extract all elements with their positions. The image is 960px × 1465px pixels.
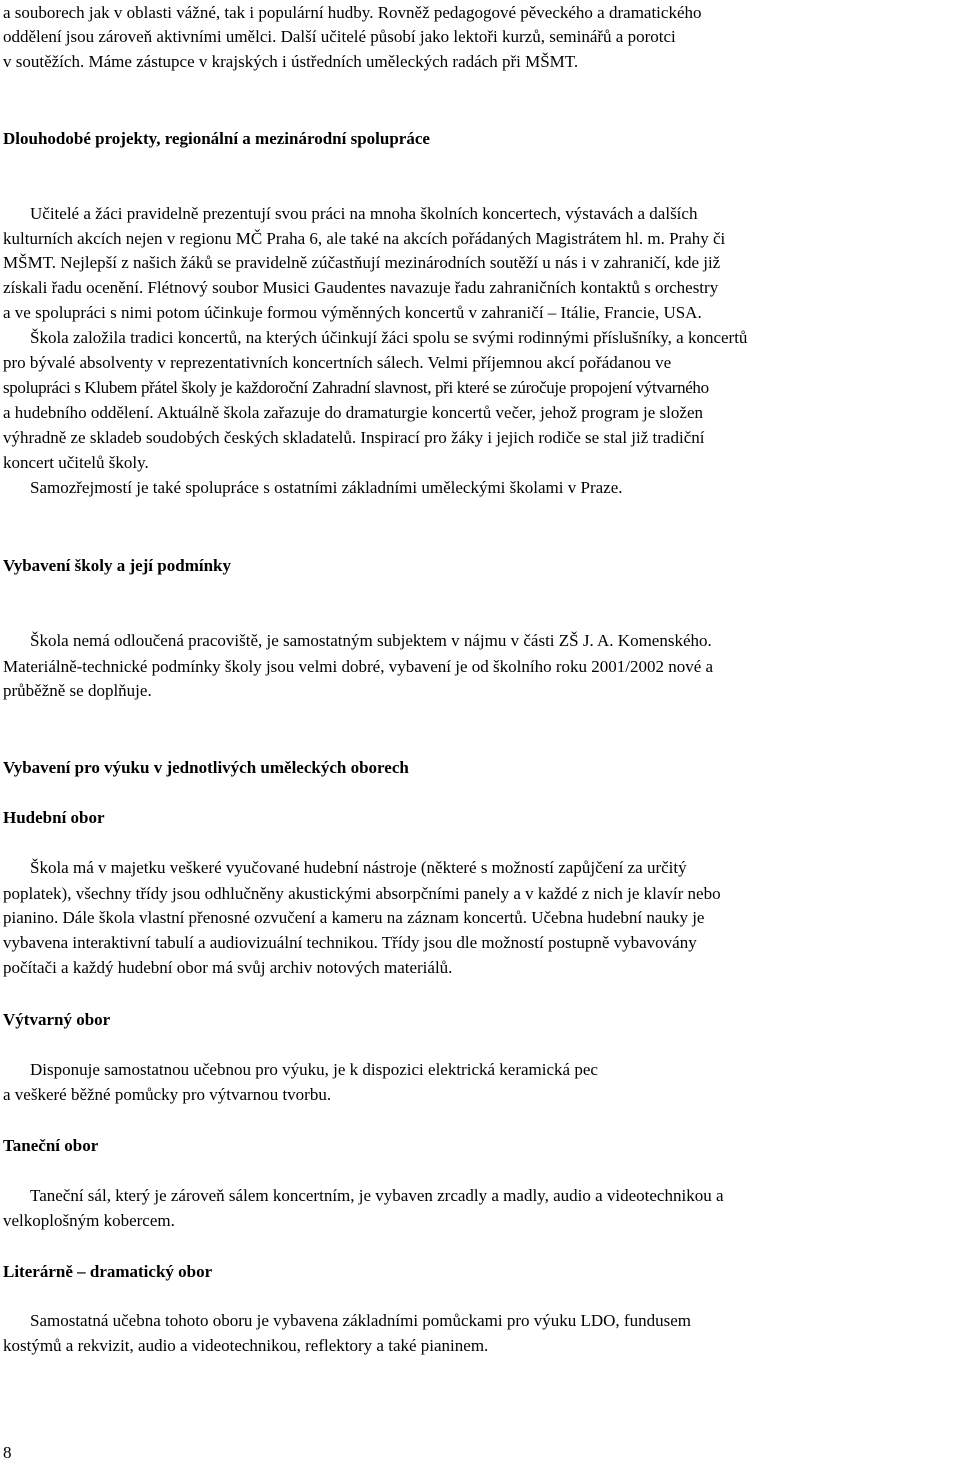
text-line: v soutěžích. Máme zástupce v krajských i ústředních uměleckých radách při MŠMT. xyxy=(3,52,579,71)
subsection-heading-art: Výtvarný obor xyxy=(3,1010,111,1029)
page-number: 8 xyxy=(3,1443,12,1462)
text-line: MŠMT. Nejlepší z našich žáků se pravidelně zúčastňují mezinárodních soutěží u nás i v zahraničí, kde již xyxy=(3,253,721,272)
text-line: a souborech jak v oblasti vážné, tak i populární hudby. Rovněž pedagogové pěveckého a dramatického xyxy=(3,3,702,22)
text-line: pianino. Dále škola vlastní přenosné ozvučení a kameru na záznam koncertů. Učebna hudební nauky je xyxy=(3,908,705,927)
subsection-heading-music: Hudební obor xyxy=(3,808,105,827)
text-line: výhradně ze skladeb soudobých českých skladatelů. Inspirací pro žáky i jejich rodiče se stal již tradiční xyxy=(3,428,705,447)
text-line: spolupráci s Klubem přátel školy je každoroční Zahradní slavnost, při které se zúročuje propojení výtvarného xyxy=(3,378,709,397)
text-line: vybavena interaktivní tabulí a audiovizuální technikou. Třídy jsou dle možností postupně vybavovány xyxy=(3,933,697,952)
text-line: a ve spolupráci s nimi potom účinkuje formou výměnných koncertů v zahraničí – Itálie, Francie, USA. xyxy=(3,303,702,322)
section-heading: Vybavení školy a její podmínky xyxy=(3,556,231,575)
text-line: průběžně se doplňuje. xyxy=(3,681,152,700)
text-line: kulturních akcích nejen v regionu MČ Praha 6, ale také na akcích pořádaných Magistrátem hl. m. Prahy či xyxy=(3,229,726,248)
text-line: koncert učitelů školy. xyxy=(3,453,149,472)
text-line: a veškeré běžné pomůcky pro výtvarnou tvorbu. xyxy=(3,1085,332,1104)
text-line: Taneční sál, který je zároveň sálem koncertním, je vybaven zrcadly a madly, audio a videotechnikou a xyxy=(30,1186,724,1205)
text-line: Disponuje samostatnou učebnou pro výuku, je k dispozici elektrická keramická pec xyxy=(30,1060,598,1079)
text-line: oddělení jsou zároveň aktivními umělci. Další učitelé působí jako lektoři kurzů, seminářů a porotci xyxy=(3,27,676,46)
text-line: velkoplošným kobercem. xyxy=(3,1211,175,1230)
section-heading: Vybavení pro výuku v jednotlivých uměleckých oborech xyxy=(3,758,409,777)
text-line: poplatek), všechny třídy jsou odhlučněny akustickými absorpčními panely a v každé z nich je klavír nebo xyxy=(3,884,721,903)
subsection-heading-drama: Literárně – dramatický obor xyxy=(3,1262,213,1281)
text-line: získali řadu ocenění. Flétnový soubor Musici Gaudentes navazuje řadu zahraničních kontaktů s orchestry xyxy=(3,278,719,297)
text-line: Škola nemá odloučená pracoviště, je samostatným subjektem v nájmu v části ZŠ J. A. Komenského. xyxy=(30,631,712,650)
text-line: kostýmů a rekvizit, audio a videotechnikou, reflektory a také pianinem. xyxy=(3,1336,489,1355)
text-line: Škola má v majetku veškeré vyučované hudební nástroje (některé s možností zapůjčení za určitý xyxy=(30,858,687,877)
text-line: počítači a každý hudební obor má svůj archiv notových materiálů. xyxy=(3,958,453,977)
section-heading: Dlouhodobé projekty, regionální a mezinárodní spolupráce xyxy=(3,129,430,148)
text-line: a hudebního oddělení. Aktuálně škola zařazuje do dramaturgie koncertů večer, jehož program je složen xyxy=(3,403,703,422)
text-line: Materiálně-technické podmínky školy jsou velmi dobré, vybavení je od školního roku 2001/2002 nové a xyxy=(3,657,714,676)
text-line: Samozřejmostí je také spolupráce s ostatními základními uměleckými školami v Praze. xyxy=(30,478,623,497)
subsection-heading-dance: Taneční obor xyxy=(3,1136,99,1155)
text-line: Samostatná učebna tohoto oboru je vybavena základními pomůckami pro výuku LDO, fundusem xyxy=(30,1311,691,1330)
text-line: pro bývalé absolventy v reprezentativních koncertních sálech. Velmi příjemnou akcí pořádanou ve xyxy=(3,353,672,372)
text-line: Škola založila tradici koncertů, na kterých účinkují žáci spolu se svými rodinnými příslušníky, a koncertů xyxy=(30,328,748,347)
text-line: Učitelé a žáci pravidelně prezentují svou práci na mnoha školních koncertech, výstavách a dalších xyxy=(30,204,698,223)
